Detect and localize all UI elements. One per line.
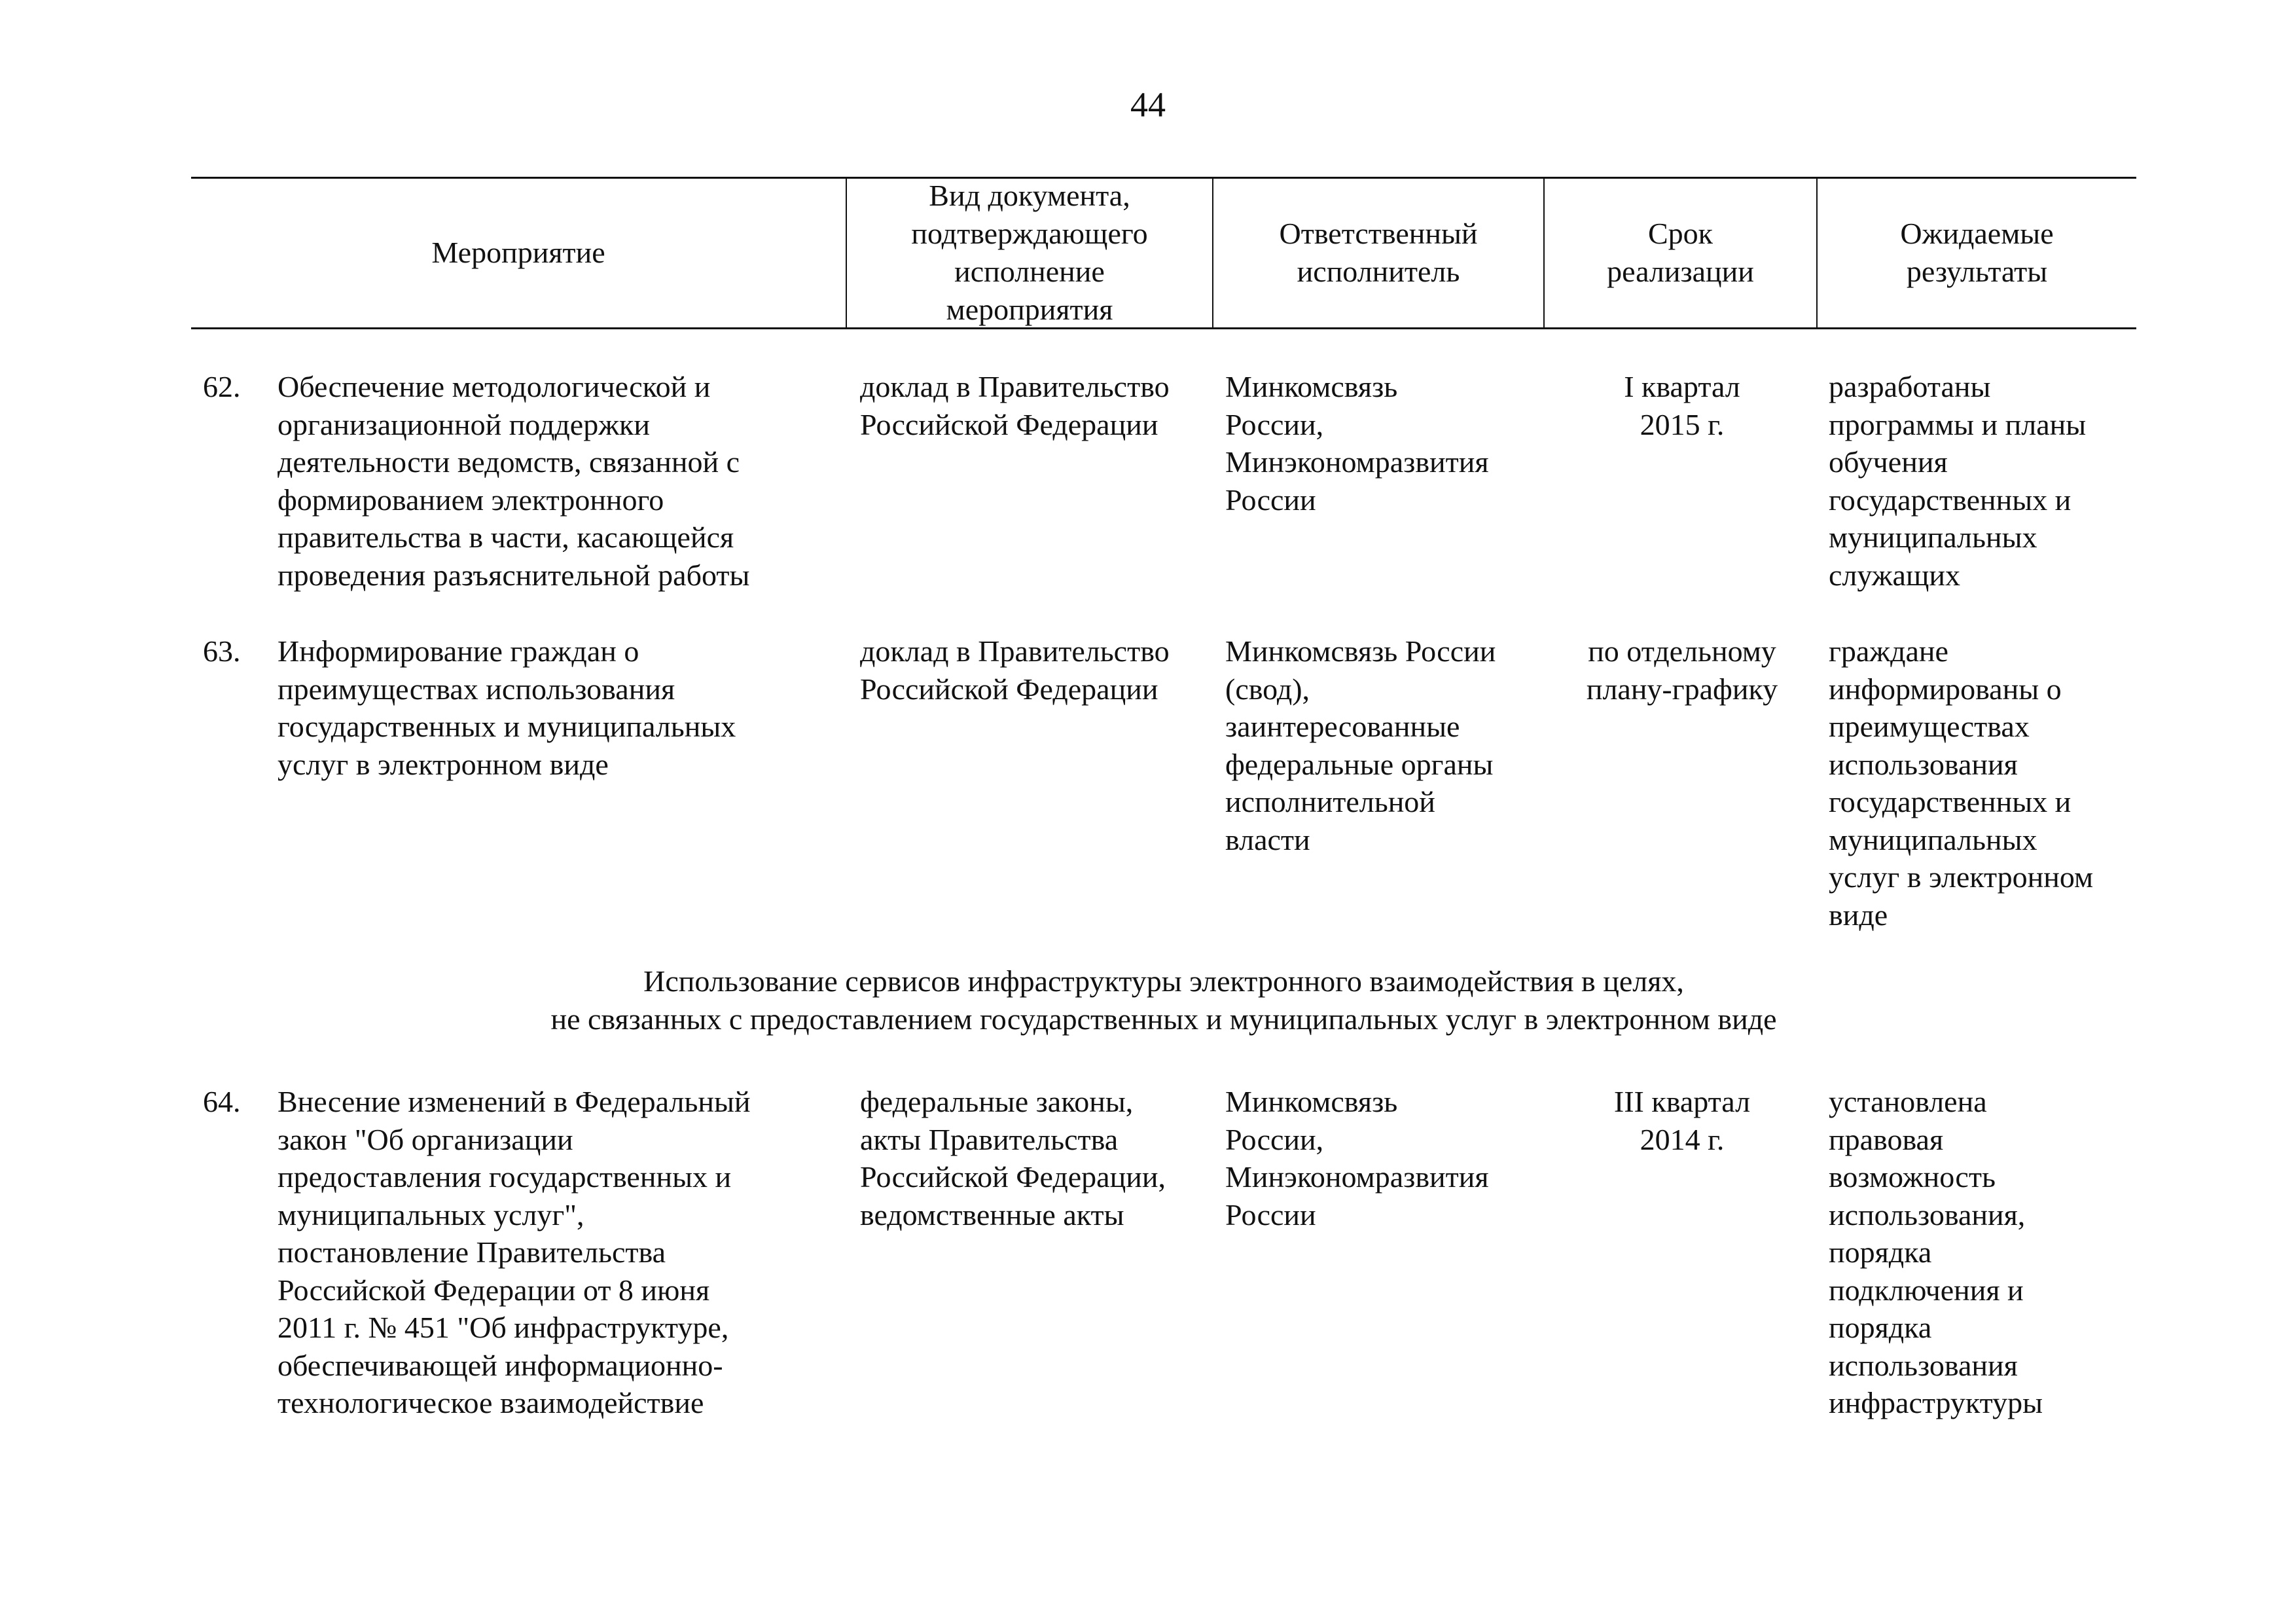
row-responsible: Минкомсвязь России, Минэкономразвития России [1225,1085,1489,1231]
header-results: Ожидаемые результаты [1900,217,2054,288]
row-results: граждане информированы о преимуществах использования государственных и муниципальных услуг в электронном виде [1829,634,2094,932]
row-number: 62. [203,370,241,403]
row-term: по отдельному плану-графику [1586,634,1778,706]
header-responsible: Ответственный исполнитель [1279,217,1478,288]
row-document: доклад в Правительство Российской Федерации [860,634,1170,706]
row-measure: Обеспечение методологической и организационной поддержки деятельности ведомств, связанной с формированием электронного правительства в части, касающейся проведения разъяснительной работы [278,370,750,592]
row-responsible: Минкомсвязь России (свод), заинтересованные федеральные органы исполнительной власти [1225,634,1496,856]
row-document: федеральные законы, акты Правительства Российской Федерации, ведомственные акты [860,1085,1166,1231]
row-responsible: Минкомсвязь России, Минэкономразвития России [1225,370,1489,517]
header-bottom-rule [191,327,2136,329]
row-results: разработаны программы и планы обучения государственных и муниципальных служащих [1829,370,2087,592]
row-measure: Внесение изменений в Федеральный закон "Об организации предоставления государственных и муниципальных услуг", постановление Правительства Российской Федерации от 8 июня 2011 г. № 451 "Об инфраструктуре, обеспечивающей информационно- технологическое взаимодействие [278,1085,751,1419]
row-number: 63. [203,634,241,668]
section-title: Использование сервисов инфраструктуры электронного взаимодействия в целях, не связанных с предоставлением государственных и муниципальных услуг в электронном виде [550,964,1777,1036]
row-term: III квартал 2014 г. [1613,1085,1751,1156]
row-measure: Информирование граждан о преимуществах использования государственных и муниципальных услуг в электронном виде [278,634,736,781]
row-document: доклад в Правительство Российской Федерации [860,370,1170,441]
header-document: Вид документа, подтверждающего исполнение мероприятия [911,179,1148,326]
row-number: 64. [203,1085,241,1118]
row-term: I квартал 2015 г. [1624,370,1740,441]
table-header [191,178,2136,327]
header-term: Срок реализации [1607,217,1754,288]
header-measure: Мероприятие [431,236,605,269]
page-number: 44 [1130,85,1166,124]
row-results: установлена правовая возможность использования, порядка подключения и порядка использования инфраструктуры [1829,1085,2043,1419]
